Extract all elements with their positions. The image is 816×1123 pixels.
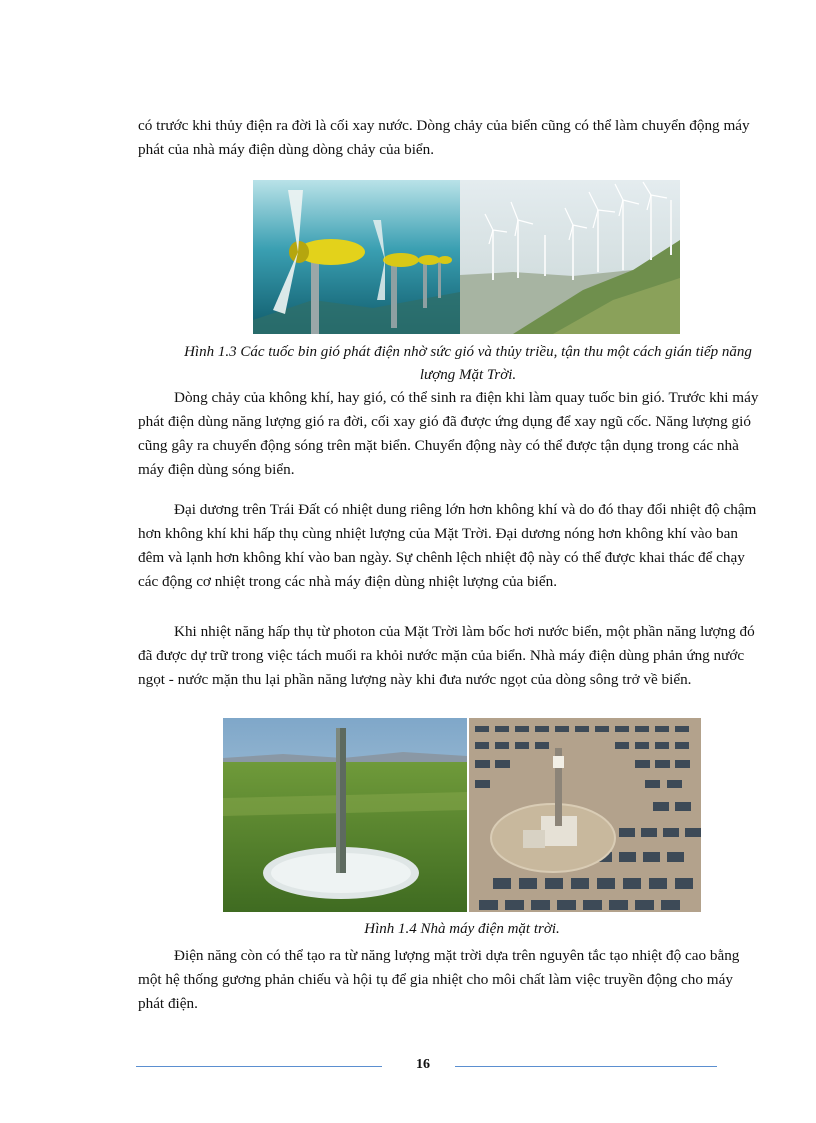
- footer-rule-right: [455, 1066, 717, 1067]
- paragraph-intro: có trước khi thủy điện ra đời là cối xay nước. Dòng chảy của biển cũng có thể làm chuyển động máy phát của nhà máy điện dùng dòng chảy của biển.: [138, 117, 750, 158]
- paragraph-ocean-thermal: Đại dương trên Trái Đất có nhiệt dung riêng lớn hơn không khí và do đó thay đổi nhiệt độ chậm hơn không khí khi hấp thụ cùng nhiệt lượng của Mặt Trời. Đại dương nóng hơn không khí vào ban đêm và lạnh hơn không khí vào ban ngày. Sự chênh lệch nhiệt độ này có thể được khai thác để chạy các động cơ nhiệt trong các nhà máy điện dùng nhiệt lượng của biển.: [138, 501, 757, 590]
- figure-solar-power-plant: [223, 718, 701, 912]
- paragraph-solar-thermal: Điện năng còn có thể tạo ra từ năng lượng mặt trời dựa trên nguyên tắc tạo nhiệt độ cao bằng một hệ thống gương phản chiếu và hội tụ để gia nhiệt cho môi chất làm việc truyền động cho máy phát điện.: [138, 947, 740, 1012]
- paragraph-salinity: Khi nhiệt năng hấp thụ từ photon của Mặt Trời làm bốc hơi nước biển, một phần năng lượng đó đã được dự trữ trong việc tách muối ra khỏi nước mặn của biển. Nhà máy điện dùng phản ứng nước ngọt - nước mặn thu lại phần năng lượng này khi đưa nước ngọt của dòng sông trở về biển.: [138, 623, 755, 688]
- page-number: 16: [416, 1057, 430, 1072]
- footer-rule-left: [136, 1066, 382, 1067]
- figure-1-3-caption: Hình 1.3 Các tuốc bin gió phát điện nhờ sức gió và thủy triều, tận thu một cách gián tiếp năng lượng Mặt Trời.: [184, 344, 752, 383]
- solar-plant-image: [223, 718, 701, 912]
- figure-wind-tidal-turbines: [253, 180, 680, 334]
- wind-tidal-image: [253, 180, 680, 334]
- figure-1-4-caption: Hình 1.4 Nhà máy điện mặt trời.: [364, 921, 560, 937]
- paragraph-wind: Dòng chảy của không khí, hay gió, có thể sinh ra điện khi làm quay tuốc bin gió. Trước khi máy phát điện dùng năng lượng gió ra đời, cối xay gió đã được ứng dụng để xay ngũ cốc. Năng lượng gió cũng gây ra chuyển động sóng trên mặt biển. Chuyển động này có thể được tận dụng trong các nhà máy điện dùng sóng biển.: [138, 389, 759, 478]
